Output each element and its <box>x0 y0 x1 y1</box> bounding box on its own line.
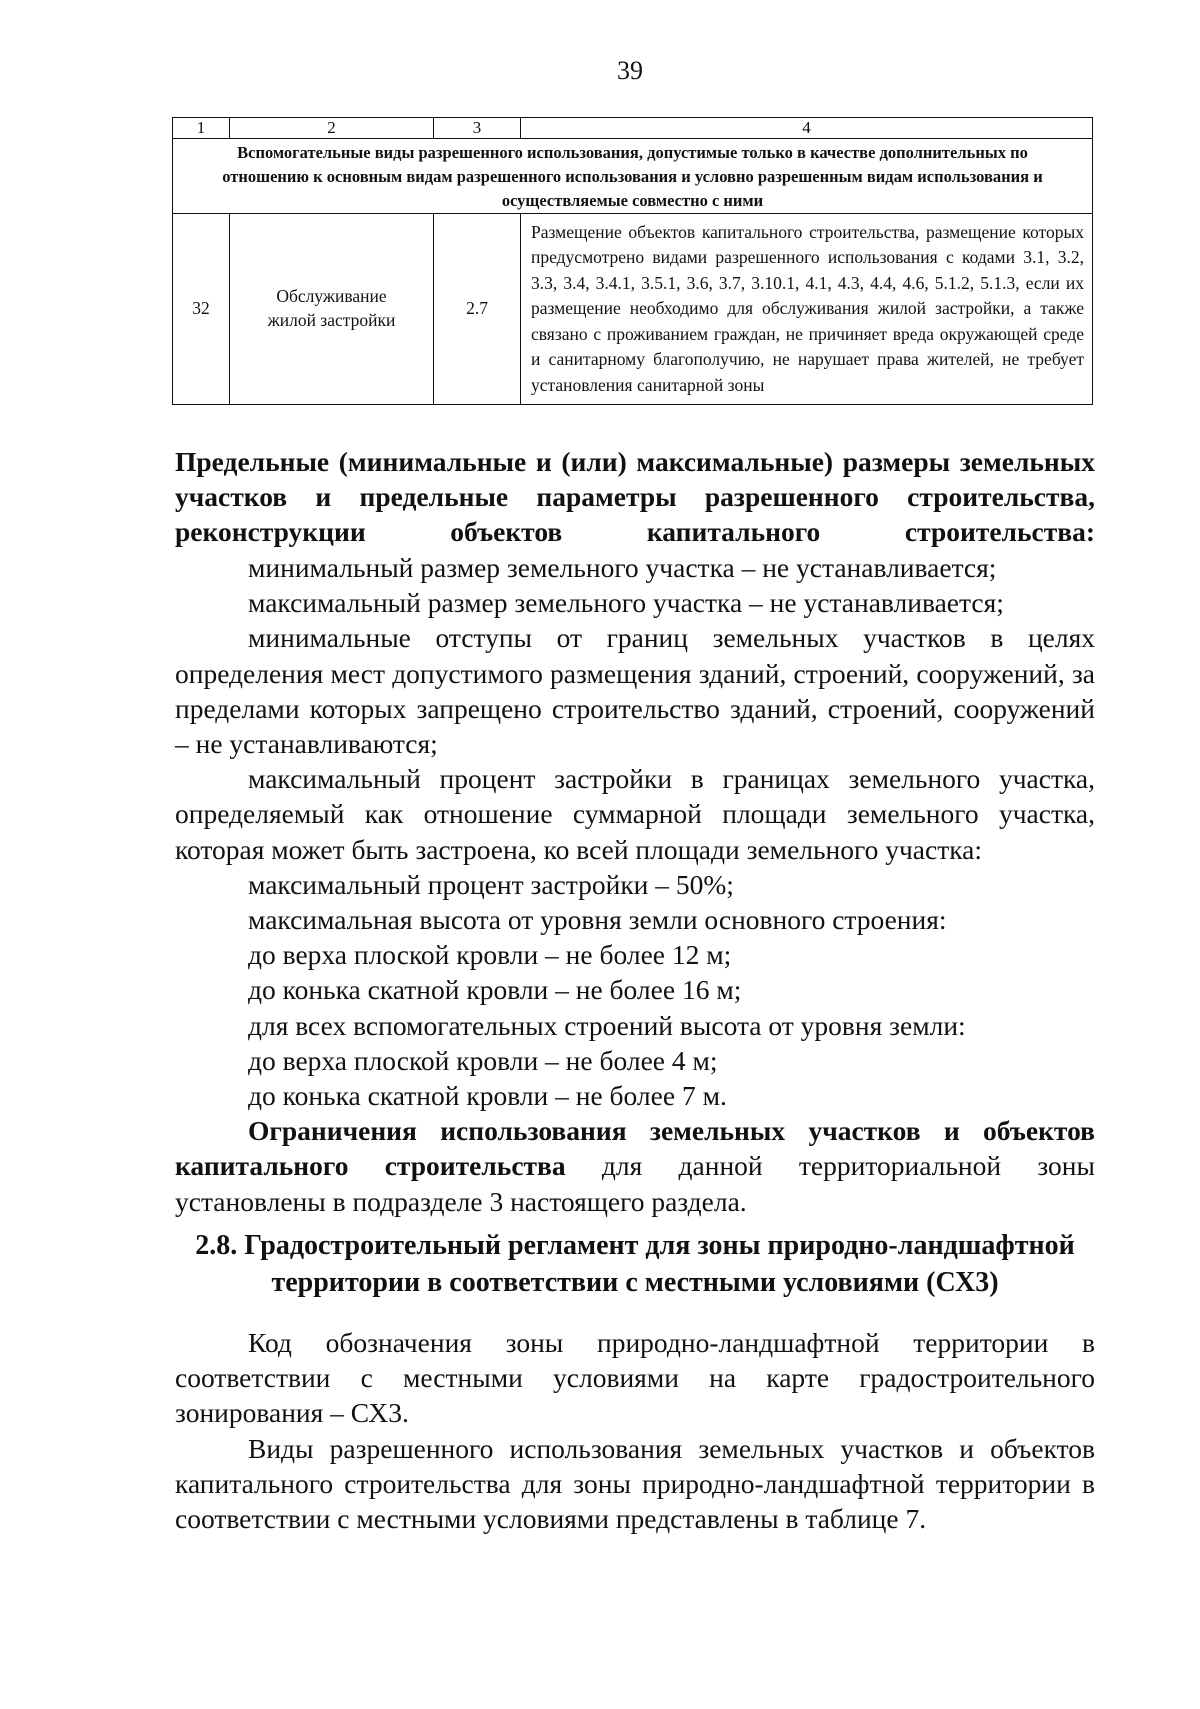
limit-item: максимальная высота от уровня земли основного строения: <box>248 904 947 936</box>
limit-item: максимальный процент застройки – 50%; <box>248 868 734 900</box>
row-number: 32 <box>173 214 230 405</box>
restrictions-paragraph <box>175 1113 1095 1219</box>
limit-item: до конька скатной кровли – не более 16 м; <box>248 974 742 1006</box>
limit-item: до верха плоской кровли – не более 12 м; <box>248 939 732 971</box>
row-use-code: 2.7 <box>434 214 521 405</box>
limit-item: минимальный размер земельного участка – не устанавливается; <box>248 552 997 583</box>
limit-item: до верха плоской кровли – не более 4 м; <box>248 1044 718 1076</box>
section-paragraph: Код обозначения зоны природно-ландшафтной территории в соответствии с местными условиями на карте градостроительного зонирования – СХ3. <box>175 1327 1095 1429</box>
table-section-row <box>173 139 1093 214</box>
row-use-name: Обслуживание жилой застройки <box>230 214 434 405</box>
col-header-3: 3 <box>434 118 521 139</box>
limits-heading: Предельные (минимальные и (или) максимальные) размеры земельных участков и предельные параметры разрешенного строительства, реконструкции объектов капитального строительства: <box>175 446 1095 548</box>
table-row <box>173 214 1093 405</box>
page-number: 39 <box>617 56 643 85</box>
section-heading: 2.8. Градостроительный регламент для зоны природно-ландшафтной территории в соответствии с местными условиями (СХ3) <box>195 1230 1075 1298</box>
limit-item: минимальные отступы от границ земельных участков в целях определения мест допустимого размещения зданий, строений, сооружений, за пределами которых запрещено строительство зданий, строений, сооружений – не устанавливаются; <box>175 622 1095 760</box>
table-section-title: Вспомогательные виды разрешенного использования, допустимые только в качестве дополнительных по отношению к основным видам разрешенного использования и условно разрешенным видам использования и осуществляемые совместно с ними <box>173 139 1093 214</box>
limit-item: для всех вспомогательных строений высота от уровня земли: <box>248 1009 966 1041</box>
limit-item: максимальный процент застройки в границах земельного участка, определяемый как отношение суммарной площади земельного участка, которая может быть застроена, ко всей площади земельного участка: <box>175 763 1095 865</box>
limits-list <box>175 550 1095 1219</box>
permitted-use-table <box>172 117 1093 405</box>
section-body <box>175 1325 1095 1536</box>
table-header-row <box>173 118 1093 139</box>
limit-item: максимальный размер земельного участка – не устанавливается; <box>248 587 1004 619</box>
limits-heading-block <box>175 444 1095 550</box>
section-paragraph: Виды разрешенного использования земельных участков и объектов капитального строительства для зоны природно-ландшафтной территории в соответствии с местными условиями представлены в таблице 7. <box>175 1432 1095 1535</box>
row-description: Размещение объектов капитального строительства, размещение которых предусмотрено видами разрешенного использования с кодами 3.1, 3.2, 3.3, 3.4, 3.4.1, 3.5.1, 3.6, 3.7, 3.10.1, 4.1, 4.3, 4.4, 4.6, 5.1.2, 5.1.3, если их размещение необходимо для обслуживания жилой застройки, а также связано с проживанием граждан, не причиняет вреда окружающей среде и санитарному благополучию, не нарушает права жителей, не требует установления санитарной зоны <box>521 214 1093 405</box>
col-header-4: 4 <box>521 118 1093 139</box>
restrictions-rest: для данной территориальной зоны установлены в подразделе 3 настоящего раздела. <box>175 1150 1095 1217</box>
col-header-2: 2 <box>230 118 434 139</box>
limit-item: до конька скатной кровли – не более 7 м. <box>248 1080 727 1112</box>
restrictions-bold: Ограничения использования земельных участков и объектов капитального строительства <box>175 1115 1095 1182</box>
col-header-1: 1 <box>173 118 230 139</box>
